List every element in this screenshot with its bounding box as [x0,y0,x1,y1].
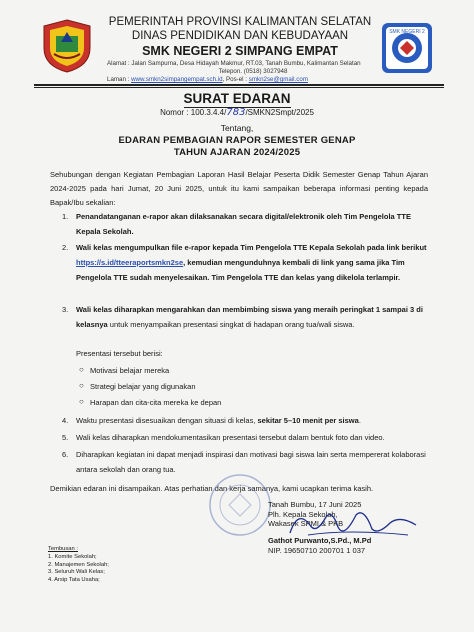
bullet-circle-icon: ○ [79,365,84,374]
header-address-block [107,60,399,84]
province-emblem-icon [40,18,94,74]
signature-role-1: Plh. Kepala Sekolah, [268,510,338,519]
bullet-item: ○ Harapan dan cita-cita mereka ke depan [79,397,222,407]
nomor-prefix: Nomor : 100.3.4.4/ [160,108,227,117]
subject-line-1: EDARAN PEMBAGIAN RAPOR SEMESTER GENAP [118,135,356,146]
bullet-item: ○ Motivasi belajar mereka [79,365,170,375]
item-text: Waktu presentasi disesuaikan dengan situasi di kelas, sekitar 5–10 menit per siswa. [76,416,361,425]
bullet-circle-icon: ○ [79,381,84,390]
bullet-circle-icon: ○ [79,397,84,406]
school-stamp-icon [205,470,275,540]
school-logo-icon [380,21,434,75]
nomor-suffix: /SMKN2Smpt/2025 [245,108,314,117]
tembusan-item: 4. Arsip Tata Usaha; [48,577,100,584]
header-government: PEMERINTAH PROVINSI KALIMANTAN SELATAN [108,16,372,28]
header-school-name: SMK NEGERI 2 SIMPANG EMPAT [142,44,338,58]
letter-title-text: SURAT EDARAN [183,91,291,106]
tembusan-label: Tembusan : [48,546,78,552]
list-item [62,240,428,285]
list-item [62,209,428,239]
website-link[interactable]: www.smkn2simpangempat.sch.id [131,76,223,83]
tembusan-block [48,546,109,585]
letter-title [0,91,474,106]
item-text [76,240,428,285]
upload-link[interactable]: https://s.id/tteeraportsmkn2se [76,258,184,267]
email-link[interactable]: smkn2se@gmail.com [248,76,308,83]
logo-right-text: SMK NEGERI 2 [389,29,425,35]
address-line: Alamat : Jalan Sampurna, Desa Hidayah Makmur, RT.03, Tanah Bumbu, Kalimantan Selatan [107,60,361,67]
signature-place-date: Tanah Bumbu, 17 Juni 2025 [268,500,362,509]
item-number: 2. [62,243,69,252]
contact-line [107,76,399,84]
item-number: 4. [62,416,69,425]
subject-line-2: TAHUN AJARAN 2024/2025 [173,147,301,158]
header-divider-thin [34,87,444,88]
signer-name: Gathot Purwanto,S.Pd., M.Pd [268,536,372,545]
item-text-b: , kemudian mengunduhnya kembali di link yang sama jika Tim Pengelola TTE sudah menyelesaikan. Tim Pengelola TTE dan kelas yang dikelola terlampir. [76,258,405,282]
item-text [76,302,428,332]
closing-paragraph: Demikian edaran ini disampaikan. Atas perhatian dan kerja samanya, kami ucapkan terima kasih. [50,484,374,493]
tentang-label: Tentang, [220,123,254,133]
signature-role-2: Wakasek SPMI & PKB [268,519,344,528]
item-text-a: Wali kelas mengumpulkan file e-rapor kepada Tim Pengelola TTE Kepala Sekolah pada link berikut [76,243,427,252]
header-department: DINAS PENDIDIKAN DAN KEBUDAYAAN [131,30,349,42]
intro-paragraph: Sehubungan dengan Kegiatan Pembagian Laporan Hasil Belajar Peserta Didik Semester Genap Tahun Ajaran 2024-2025 pada hari Jumat, 20 Juni 2025, untuk itu kami sampaikan beberapa informasi penting kepada Bapak/Ibu sekalian: [50,170,428,207]
header-divider [34,84,444,86]
laman-label: Laman : [107,76,130,83]
item-number: 5. [62,433,69,442]
presentasi-label: Presentasi tersebut berisi: [76,349,163,358]
list-item [62,302,428,332]
phone-line: Telepon. (0518) 3027948 [218,68,288,75]
bullet-item: ○ Strategi belajar yang digunakan [79,381,196,391]
item-text: Penandatanganan e-rapor akan dilaksanakan secara digital/elektronik oleh Tim Pengelola TTE Kepala Sekolah. [76,212,411,236]
tembusan-item: 3. Seluruh Wali Kelas; [48,569,105,576]
nomor-handwritten: 783 [226,107,246,118]
tembusan-item: 2. Manajemen Sekolah; [48,561,109,568]
item-number: 6. [62,450,69,459]
tembusan-item: 1. Komite Sekolah; [48,553,97,560]
list-item [62,430,428,445]
item-text-b: untuk menyampaikan presentasi singkat di hadapan orang tua/wali siswa. [107,320,355,329]
item-number: 1. [62,212,69,221]
item-text: Diharapkan kegiatan ini dapat menjadi inspirasi dan motivasi bagi siswa lain serta mempererat kolaborasi antara sekolah dan orang tua. [76,450,426,474]
item-text-a: Wali kelas diharapkan mengarahkan dan membimbing siswa yang meraih peringkat 1 sampai 3 di kelasnya [76,305,423,329]
signer-nip: NIP. 19650710 200701 1 037 [268,546,366,555]
letter-number [0,107,474,118]
pos-label: , Pos-el : [222,76,247,83]
item-text: Wali kelas diharapkan mendokumentasikan presentasi tersebut dalam bentuk foto dan video. [76,433,385,442]
list-item [62,413,428,428]
item-number: 3. [62,305,69,314]
